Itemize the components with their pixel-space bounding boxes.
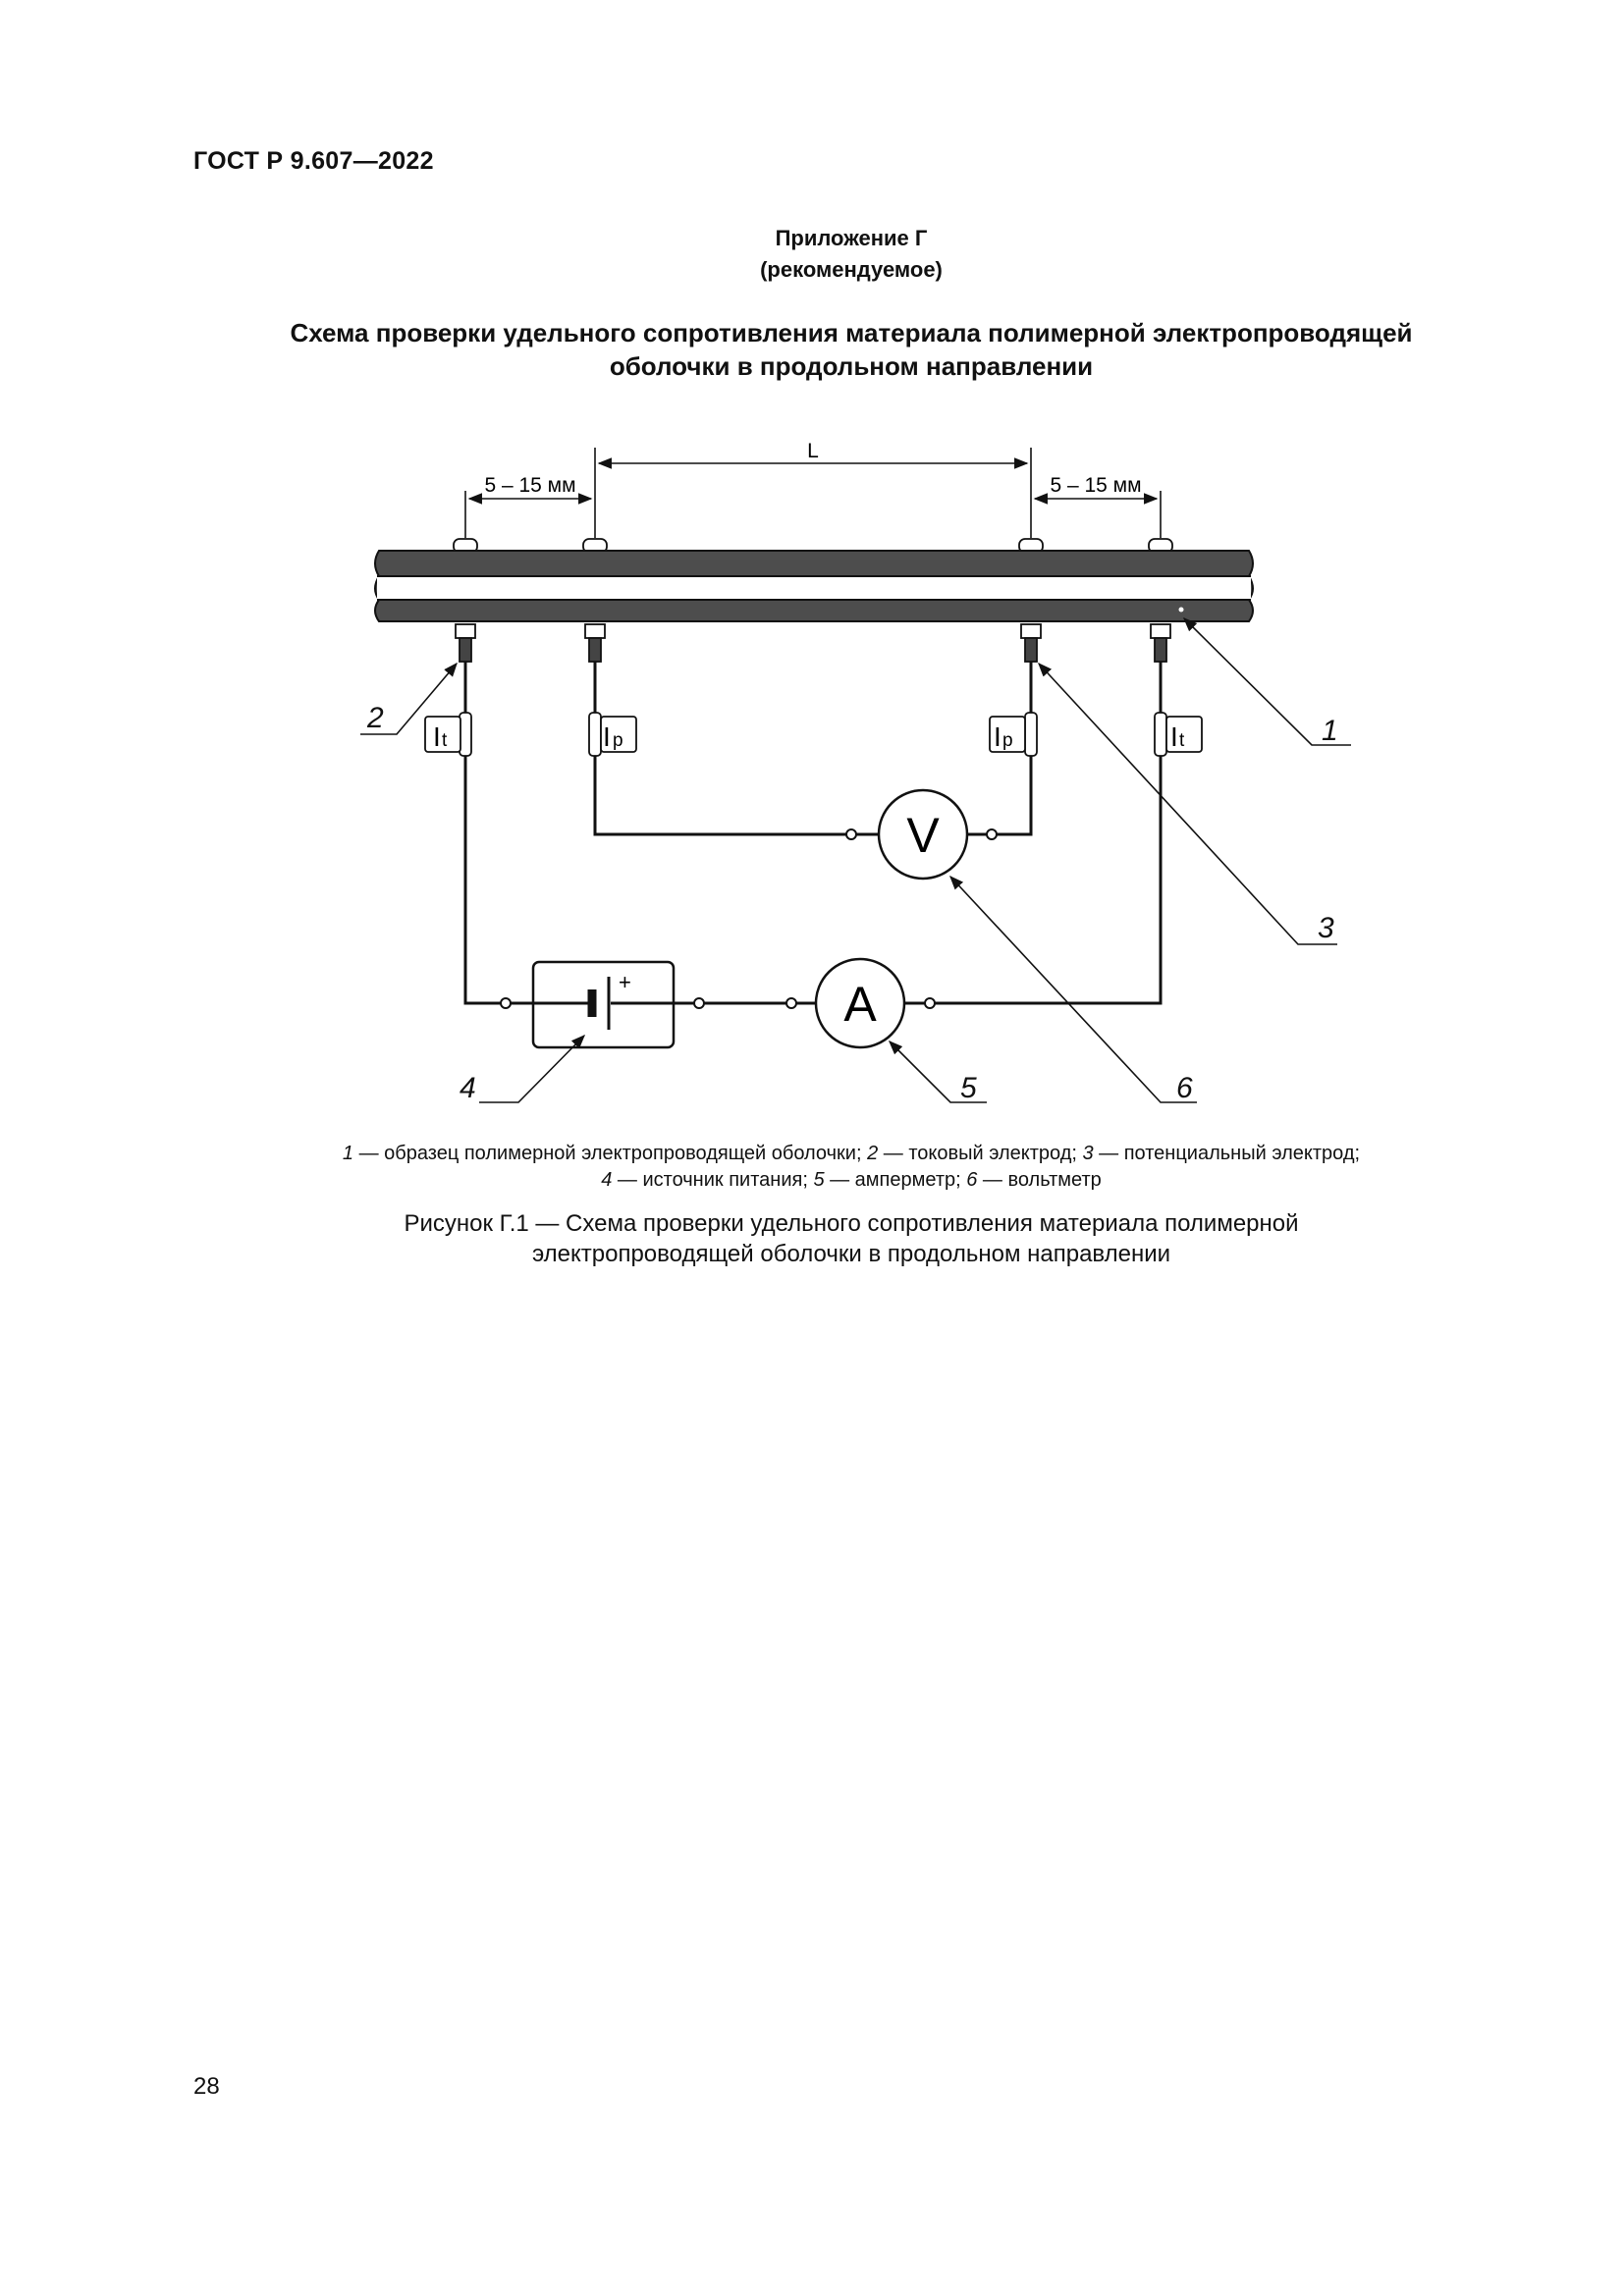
ammeter-symbol: A [843, 977, 877, 1032]
current-electrode-tag-left [425, 717, 460, 752]
appendix-title: Приложение Г [775, 226, 928, 250]
figure-legend [0, 1141, 1624, 1194]
tag-right-main: I [1170, 721, 1178, 752]
dim-right-label: 5 – 15 мм [1050, 474, 1142, 497]
callout-1: 1 [1322, 715, 1338, 747]
caption-line2: электропроводящей оболочки в продольном направлении [531, 1241, 1171, 1267]
callout-6: 6 [1176, 1072, 1193, 1104]
tag-left-sub: t [442, 730, 448, 751]
ammeter [816, 959, 904, 1047]
voltmeter [879, 790, 967, 879]
tag-right-sub: t [1179, 730, 1185, 751]
tag-pr-main: I [994, 721, 1001, 752]
callout-5: 5 [960, 1072, 977, 1104]
battery-plus: + [619, 970, 631, 994]
voltmeter-symbol: V [906, 808, 940, 863]
callout-4: 4 [460, 1072, 476, 1104]
figure-caption [0, 1208, 1624, 1269]
power-source [533, 962, 674, 1047]
wire-clips [460, 713, 1166, 756]
dim-left-label: 5 – 15 мм [484, 474, 576, 497]
sample-sheath [375, 551, 1253, 621]
tag-left-main: I [433, 721, 441, 752]
tag-pl-main: I [603, 721, 611, 752]
tag-pr-sub: p [1002, 730, 1013, 751]
figure-title-line2: оболочки в продольном направлении [609, 351, 1094, 381]
potential-electrode-tag-left [601, 717, 636, 752]
page-number: 28 [193, 2073, 220, 2100]
appendix-subtitle: (рекомендуемое) [760, 257, 943, 282]
current-electrode-tag-right [1166, 717, 1202, 752]
tag-pl-sub: p [613, 730, 623, 751]
callout-2: 2 [367, 702, 384, 734]
circuit-wires [465, 662, 1161, 1003]
dim-center-label: L [807, 440, 819, 462]
circuit-diagram [0, 0, 1624, 1139]
figure-title-line1: Схема проверки удельного сопротивления материала полимерной электропроводящей [290, 318, 1413, 347]
electrode-bottom-contacts [456, 624, 1170, 662]
potential-electrode-tag-right [990, 717, 1025, 752]
document-header: ГОСТ Р 9.607—2022 [193, 147, 434, 175]
caption-line1: Рисунок Г.1 — Схема проверки удельного сопротивления материала полимерной [404, 1210, 1299, 1237]
legend-line2: 4 — источник питания; 5 — амперметр; 6 — вольтметр [601, 1169, 1102, 1191]
legend-line1: 1 — образец полимерной электропроводящей оболочки; 2 — токовый электрод; 3 — потенциальный электрод; [342, 1143, 1361, 1164]
callout-3: 3 [1318, 912, 1334, 944]
